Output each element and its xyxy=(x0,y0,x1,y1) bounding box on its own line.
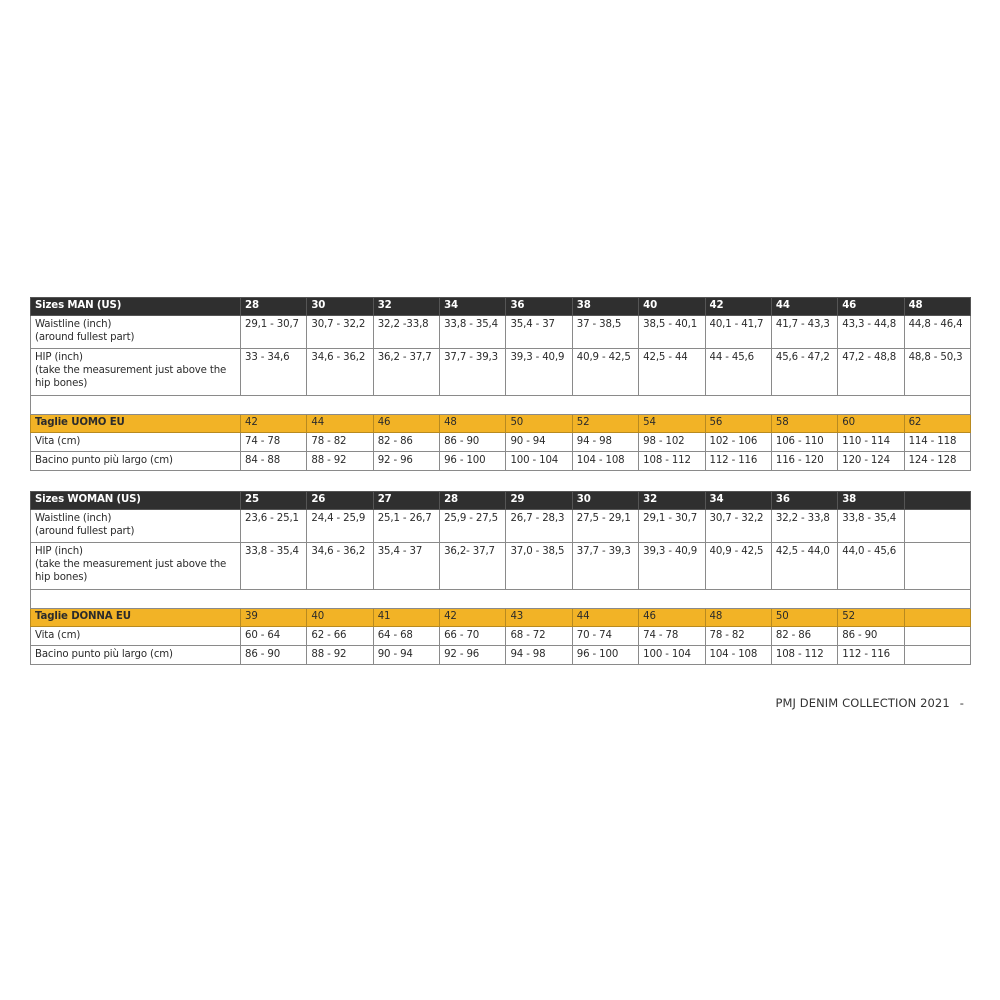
size-header-cell: 40 xyxy=(639,298,705,316)
measurement-row xyxy=(31,646,971,665)
measurement-cell: 120 - 124 xyxy=(838,452,904,471)
measurement-cell: 35,4 - 37 xyxy=(506,316,572,349)
measurement-label: HIP (inch) (take the measurement just above the hip bones) xyxy=(31,543,241,590)
size-header-cell: 50 xyxy=(506,415,572,433)
measurement-cell: 32,2 - 33,8 xyxy=(771,510,837,543)
measurement-cell: 40,9 - 42,5 xyxy=(572,349,638,396)
measurement-cell: 84 - 88 xyxy=(241,452,307,471)
size-header-cell: 25 xyxy=(241,492,307,510)
size-header-cell: 50 xyxy=(771,609,837,627)
measurement-row xyxy=(31,316,971,349)
measurement-cell: 92 - 96 xyxy=(373,452,439,471)
size-header-cell: 34 xyxy=(705,492,771,510)
size-header-cell: 44 xyxy=(771,298,837,316)
size-header-cell: 30 xyxy=(307,298,373,316)
size-header-cell: 54 xyxy=(639,415,705,433)
measurement-cell xyxy=(904,627,970,646)
measurement-cell: 35,4 - 37 xyxy=(373,543,439,590)
measurement-cell: 37,7 - 39,3 xyxy=(572,543,638,590)
spacer-row xyxy=(31,590,971,609)
measurement-row xyxy=(31,543,971,590)
measurement-cell: 100 - 104 xyxy=(639,646,705,665)
measurement-cell: 29,1 - 30,7 xyxy=(639,510,705,543)
size-header-label: Taglie DONNA EU xyxy=(31,609,241,627)
measurement-cell: 40,9 - 42,5 xyxy=(705,543,771,590)
measurement-cell: 42,5 - 44 xyxy=(639,349,705,396)
size-header-cell: 48 xyxy=(904,298,970,316)
measurement-label: Bacino punto più largo (cm) xyxy=(31,452,241,471)
measurement-cell: 96 - 100 xyxy=(440,452,506,471)
measurement-cell: 108 - 112 xyxy=(771,646,837,665)
size-header-cell: 40 xyxy=(307,609,373,627)
measurement-row xyxy=(31,627,971,646)
measurement-label: Vita (cm) xyxy=(31,627,241,646)
measurement-cell: 60 - 64 xyxy=(241,627,307,646)
measurement-cell: 29,1 - 30,7 xyxy=(241,316,307,349)
measurement-cell: 68 - 72 xyxy=(506,627,572,646)
collection-footer xyxy=(775,696,964,710)
spacer-cell xyxy=(31,590,971,609)
measurement-cell: 78 - 82 xyxy=(705,627,771,646)
measurement-cell: 82 - 86 xyxy=(771,627,837,646)
measurement-cell: 86 - 90 xyxy=(440,433,506,452)
size-header-label: Taglie UOMO EU xyxy=(31,415,241,433)
measurement-cell: 41,7 - 43,3 xyxy=(771,316,837,349)
size-header-cell: 44 xyxy=(307,415,373,433)
size-header-row xyxy=(31,492,971,510)
measurement-cell: 112 - 116 xyxy=(705,452,771,471)
size-header-cell: 42 xyxy=(705,298,771,316)
size-header-cell: 34 xyxy=(440,298,506,316)
size-header-cell: 28 xyxy=(440,492,506,510)
size-header-label: Sizes MAN (US) xyxy=(31,298,241,316)
measurement-cell: 33,8 - 35,4 xyxy=(241,543,307,590)
size-header-cell: 44 xyxy=(572,609,638,627)
measurement-cell: 112 - 116 xyxy=(838,646,904,665)
measurement-cell: 34,6 - 36,2 xyxy=(307,543,373,590)
size-header-cell: 46 xyxy=(639,609,705,627)
size-header-cell: 39 xyxy=(241,609,307,627)
measurement-cell: 104 - 108 xyxy=(705,646,771,665)
measurement-cell: 44 - 45,6 xyxy=(705,349,771,396)
measurement-cell: 30,7 - 32,2 xyxy=(307,316,373,349)
measurement-row xyxy=(31,349,971,396)
measurement-cell: 74 - 78 xyxy=(241,433,307,452)
size-table-body xyxy=(31,298,971,665)
measurement-cell: 74 - 78 xyxy=(639,627,705,646)
measurement-cell: 32,2 -33,8 xyxy=(373,316,439,349)
size-header-cell: 38 xyxy=(838,492,904,510)
measurement-cell: 44,0 - 45,6 xyxy=(838,543,904,590)
size-header-cell: 36 xyxy=(771,492,837,510)
measurement-cell: 116 - 120 xyxy=(771,452,837,471)
measurement-cell xyxy=(904,510,970,543)
measurement-cell: 110 - 114 xyxy=(838,433,904,452)
measurement-cell: 86 - 90 xyxy=(241,646,307,665)
measurement-cell: 36,2- 37,7 xyxy=(440,543,506,590)
measurement-cell: 43,3 - 44,8 xyxy=(838,316,904,349)
measurement-cell: 100 - 104 xyxy=(506,452,572,471)
measurement-cell: 82 - 86 xyxy=(373,433,439,452)
measurement-cell: 45,6 - 47,2 xyxy=(771,349,837,396)
measurement-cell: 40,1 - 41,7 xyxy=(705,316,771,349)
size-chart xyxy=(30,297,970,665)
footer-text: PMJ DENIM COLLECTION 2021 xyxy=(775,696,950,710)
size-header-cell: 30 xyxy=(572,492,638,510)
size-header-cell: 58 xyxy=(771,415,837,433)
measurement-cell: 94 - 98 xyxy=(506,646,572,665)
size-header-cell xyxy=(904,609,970,627)
measurement-cell: 86 - 90 xyxy=(838,627,904,646)
size-header-cell: 42 xyxy=(241,415,307,433)
measurement-label: Waistline (inch) (around fullest part) xyxy=(31,510,241,543)
measurement-cell: 102 - 106 xyxy=(705,433,771,452)
size-header-row xyxy=(31,609,971,627)
measurement-cell xyxy=(904,543,970,590)
size-header-cell: 46 xyxy=(838,298,904,316)
size-header-cell: 41 xyxy=(373,609,439,627)
gap-row xyxy=(31,471,971,492)
measurement-cell: 39,3 - 40,9 xyxy=(506,349,572,396)
size-header-cell: 56 xyxy=(705,415,771,433)
spacer-row xyxy=(31,396,971,415)
measurement-cell: 114 - 118 xyxy=(904,433,970,452)
measurement-cell: 48,8 - 50,3 xyxy=(904,349,970,396)
measurement-cell: 24,4 - 25,9 xyxy=(307,510,373,543)
measurement-cell: 30,7 - 32,2 xyxy=(705,510,771,543)
measurement-cell: 90 - 94 xyxy=(373,646,439,665)
measurement-cell: 37,0 - 38,5 xyxy=(506,543,572,590)
measurement-cell: 94 - 98 xyxy=(572,433,638,452)
size-header-cell: 29 xyxy=(506,492,572,510)
measurement-cell: 36,2 - 37,7 xyxy=(373,349,439,396)
gap-cell xyxy=(31,471,971,492)
measurement-cell: 33,8 - 35,4 xyxy=(838,510,904,543)
size-header-cell: 36 xyxy=(506,298,572,316)
size-header-cell: 26 xyxy=(307,492,373,510)
size-header-cell: 32 xyxy=(373,298,439,316)
size-header-row xyxy=(31,298,971,316)
measurement-cell: 108 - 112 xyxy=(639,452,705,471)
size-table xyxy=(30,297,971,665)
size-header-cell xyxy=(904,492,970,510)
size-header-cell: 52 xyxy=(838,609,904,627)
measurement-cell: 34,6 - 36,2 xyxy=(307,349,373,396)
measurement-label: HIP (inch) (take the measurement just above the hip bones) xyxy=(31,349,241,396)
measurement-cell: 78 - 82 xyxy=(307,433,373,452)
measurement-cell: 33,8 - 35,4 xyxy=(440,316,506,349)
footer-dash: - xyxy=(959,696,964,710)
measurement-cell: 88 - 92 xyxy=(307,646,373,665)
size-header-label: Sizes WOMAN (US) xyxy=(31,492,241,510)
measurement-cell: 39,3 - 40,9 xyxy=(639,543,705,590)
measurement-cell: 64 - 68 xyxy=(373,627,439,646)
measurement-cell: 33 - 34,6 xyxy=(241,349,307,396)
measurement-label: Waistline (inch) (around fullest part) xyxy=(31,316,241,349)
measurement-cell: 104 - 108 xyxy=(572,452,638,471)
measurement-cell: 42,5 - 44,0 xyxy=(771,543,837,590)
measurement-label: Bacino punto più largo (cm) xyxy=(31,646,241,665)
measurement-cell: 37 - 38,5 xyxy=(572,316,638,349)
measurement-row xyxy=(31,510,971,543)
measurement-cell: 37,7 - 39,3 xyxy=(440,349,506,396)
size-header-cell: 48 xyxy=(440,415,506,433)
measurement-row xyxy=(31,433,971,452)
measurement-cell: 92 - 96 xyxy=(440,646,506,665)
measurement-cell: 98 - 102 xyxy=(639,433,705,452)
size-header-cell: 28 xyxy=(241,298,307,316)
size-header-cell: 27 xyxy=(373,492,439,510)
measurement-cell: 38,5 - 40,1 xyxy=(639,316,705,349)
measurement-cell: 25,9 - 27,5 xyxy=(440,510,506,543)
measurement-cell: 88 - 92 xyxy=(307,452,373,471)
size-header-cell: 52 xyxy=(572,415,638,433)
measurement-cell: 62 - 66 xyxy=(307,627,373,646)
measurement-cell: 70 - 74 xyxy=(572,627,638,646)
size-header-cell: 48 xyxy=(705,609,771,627)
size-header-cell: 62 xyxy=(904,415,970,433)
measurement-cell xyxy=(904,646,970,665)
size-header-cell: 43 xyxy=(506,609,572,627)
measurement-cell: 25,1 - 26,7 xyxy=(373,510,439,543)
measurement-cell: 106 - 110 xyxy=(771,433,837,452)
spacer-cell xyxy=(31,396,971,415)
measurement-row xyxy=(31,452,971,471)
measurement-cell: 96 - 100 xyxy=(572,646,638,665)
measurement-cell: 47,2 - 48,8 xyxy=(838,349,904,396)
size-header-cell: 38 xyxy=(572,298,638,316)
size-header-cell: 46 xyxy=(373,415,439,433)
size-header-row xyxy=(31,415,971,433)
size-header-cell: 60 xyxy=(838,415,904,433)
measurement-cell: 124 - 128 xyxy=(904,452,970,471)
measurement-cell: 44,8 - 46,4 xyxy=(904,316,970,349)
size-header-cell: 32 xyxy=(639,492,705,510)
measurement-cell: 27,5 - 29,1 xyxy=(572,510,638,543)
measurement-label: Vita (cm) xyxy=(31,433,241,452)
size-header-cell: 42 xyxy=(440,609,506,627)
measurement-cell: 23,6 - 25,1 xyxy=(241,510,307,543)
measurement-cell: 90 - 94 xyxy=(506,433,572,452)
measurement-cell: 26,7 - 28,3 xyxy=(506,510,572,543)
measurement-cell: 66 - 70 xyxy=(440,627,506,646)
